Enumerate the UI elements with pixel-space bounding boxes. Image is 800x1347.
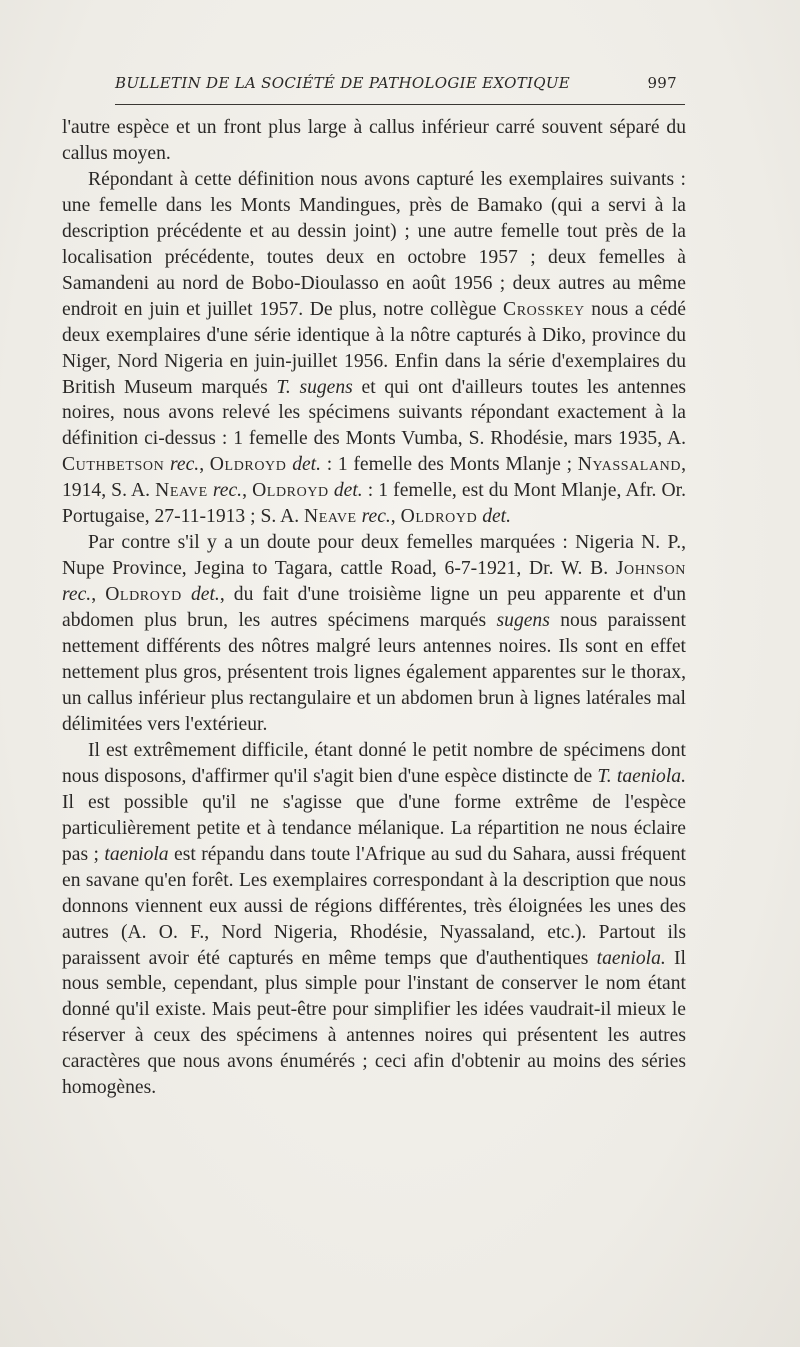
author-name: Crosskey — [503, 298, 585, 320]
abbrev: rec. — [62, 584, 92, 606]
abbrev: det. — [333, 480, 363, 502]
abbrev: rec. — [212, 480, 243, 502]
author-name: Oldroyd — [209, 454, 287, 476]
text-run: Par contre s'il y a un doute pour deux femelles marquées : Nigeria N. P., Nupe Province, Jegina to Tagara, cattle Road, 6-7-1921, Dr. W. B. — [62, 532, 686, 580]
text-run: Il est possible qu'il ne s'agisse que d'une forme extrême de l'espèce particulièrement petite et à tendance mélanique. La répartition ne nous éclaire pas ; — [62, 791, 686, 865]
journal-title: BULLETIN DE LA SOCIÉTÉ DE PATHOLOGIE EXOTIQUE — [115, 74, 571, 92]
page-number: 997 — [647, 74, 677, 92]
author-name: Johnson — [615, 558, 686, 580]
author-name: Oldroyd — [400, 506, 478, 528]
running-header — [115, 74, 685, 100]
abbrev: rec. — [170, 454, 200, 476]
paragraph-4 — [62, 738, 686, 1101]
text-run: Il est extrêmement difficile, étant donné le petit nombre de spécimens dont nous disposons, d'affirmer qu'il s'agit bien d'une espèce distincte de — [62, 739, 686, 787]
text-run: Il nous semble, cependant, plus simple pour l'instant de conserver le nom étant donné qu'il existe. Mais peut-être pour simplifier les idées vaudrait-il mieux le réserver à ceux des spécimens à antennes noires qui présentent les autres caractères que nous avons énumérés ; ceci afin d'obtenir au moins des séries homogènes. — [62, 947, 686, 1099]
author-name: Neave — [155, 480, 208, 502]
article-body — [62, 115, 686, 1101]
paragraph-2: Répondant à cette définition nous avons capturé les exemplaires suivants : une femelle dans les Monts Mandingues, près de Bamako (qui a servi à la description précédente et au dessin joint) ; une autre femelle tout près de la localisation précédente, toutes deux en octobre 1957 ; deux femelles à Samandeni au nord de Bobo-Dioulasso en août 1956 ; deux autres au même endroit en juin et juillet 1957. De plus, notre collègue Crosskey nous a cédé deux exemplaires d'une série identique à la nôtre capturés à Diko, province du Niger, Nord Nigeria en juin-juillet 1956. Enfin dans la série d'exemplaires du British Museum marqués T. sugens et qui ont d'ailleurs toutes les antennes noires, nous avons relevé les spécimens suivants répondant exactement à la définition ci-dessus : 1 femelle des Monts Vumba, S. Rhodésie, mars 1935, A. Cuthbetson rec., Oldroyd det. : 1 femelle des Monts Mlanje ; Nyassaland, 1914, S. A. Neave rec., Oldroyd det. : 1 femelle, est du Mont Mlanje, Afr. Or. Portugaise, 27-11-1913 ; S. A. Neave rec., Oldroyd det. — [62, 168, 687, 528]
abbrev: det. — [190, 584, 220, 606]
text-run: et qui ont d'ailleurs toutes les antennes noires, nous avons relevé les spécimens suivants répondant exactement à la définition ci-dessus : 1 femelle des Monts Vumba, S. Rhodésie, mars 1935, A. — [62, 376, 687, 450]
abbrev: det. — [292, 454, 322, 476]
text-run: est répandu dans toute l'Afrique au sud du Sahara, aussi fréquent en savane qu'en forêt. Les exemplaires correspondant à la description que nous donnons viennent eux aussi de régions différentes, très éloignées les unes des autres (A. O. F., Nord Nigeria, Rhodésie, Nyassaland, etc.). Partout ils paraissent avoir été capturés en même temps que d'authentiques — [62, 843, 687, 969]
place-name: Nyassaland — [577, 454, 682, 476]
text-run: , 1914, S. A. — [62, 454, 686, 502]
author-name: Neave — [304, 506, 357, 528]
abbrev: rec. — [361, 506, 391, 528]
text-run: Répondant à cette définition nous avons capturé les exemplaires suivants : une femelle dans les Monts Mandingues, près de Bamako (qui a servi à la description précédente et au dessin joint) ; une autre femelle tout près de la localisation précédente, toutes deux en octobre 1957 ; deux femelles à Samandeni au nord de Bobo-Dioulasso en août 1956 ; deux autres au même endroit en juin et juillet 1957. De plus, notre collègue — [62, 168, 686, 320]
text-run: nous paraissent nettement différents des nôtres malgré leurs antennes noires. Ils sont en effet nettement plus gros, présentent trois lignes également apparentes sur le thorax, un callus inférieur plus rectangulaire et un abdomen brun à lignes latérales mal délimitées vers l'extérieur. — [62, 610, 686, 735]
species-name: taeniola. — [596, 947, 666, 969]
species-name: T. taeniola. — [597, 765, 686, 787]
species-name: T. sugens — [276, 376, 353, 398]
abbrev: det. — [482, 506, 512, 528]
header-rule — [115, 104, 685, 105]
species-name: sugens — [496, 610, 550, 632]
text-run: , du fait d'une troisième ligne un peu apparente et d'un abdomen plus brun, les autres spécimens marqués — [62, 584, 687, 632]
text-run: : 1 femelle, est du Mont Mlanje, Afr. Or. Portugaise, 27-11-1913 ; S. A. — [62, 480, 686, 528]
text-run: nous a cédé deux exemplaires d'une série identique à la nôtre capturés à Diko, province du Niger, Nord Nigeria en juin-juillet 1956. Enfin dans la série d'exemplaires du British Museum marqués — [62, 298, 686, 398]
paragraph-3: Par contre s'il y a un doute pour deux femelles marquées : Nigeria N. P., Nupe Province, Jegina to Tagara, cattle Road, 6-7-1921, Dr. W. B. Johnson rec., Oldroyd det., du fait d'une troisième ligne un peu apparente et d'un abdomen plus brun, les autres spécimens marqués sugens nous paraissent nettement différents des nôtres malgré leurs antennes noires. Ils sont en effet nettement plus gros, présentent trois lignes également apparentes sur le thorax, un callus inférieur plus rectangulaire et un abdomen brun à lignes latérales mal délimitées vers l'extérieur. — [62, 532, 687, 735]
author-name: Cuthbetson — [62, 454, 165, 476]
author-name: Oldroyd — [252, 480, 329, 502]
text-run: : 1 femelle des Monts Mlanje ; — [321, 454, 578, 476]
paragraph-1: l'autre espèce et un front plus large à callus inférieur carré souvent séparé du callus moyen. — [62, 117, 686, 164]
species-name: taeniola — [104, 843, 169, 865]
author-name: Oldroyd — [105, 584, 182, 606]
